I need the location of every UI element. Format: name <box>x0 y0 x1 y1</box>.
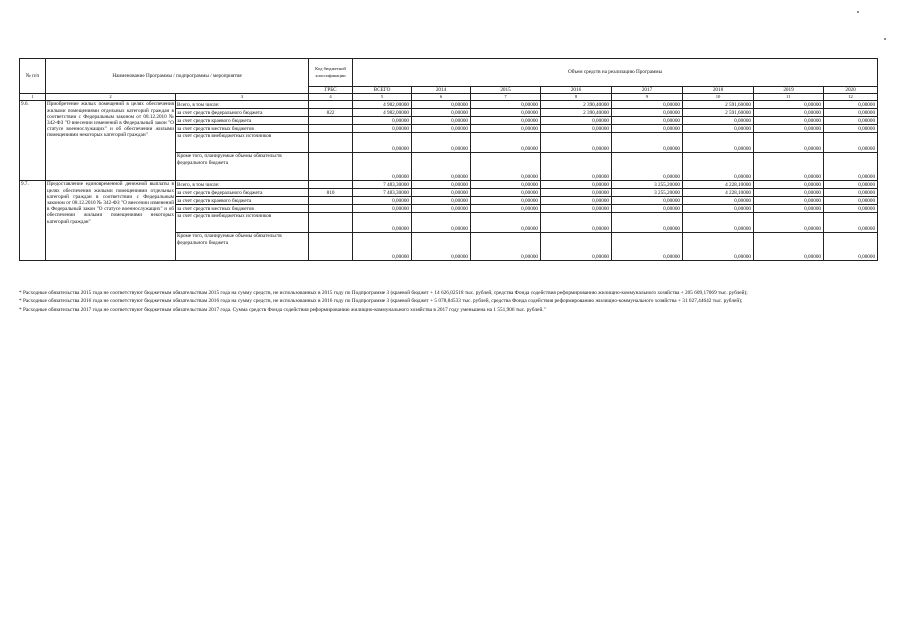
year-value: 0,00000 <box>471 233 541 261</box>
year-value: 0,00000 <box>824 189 878 197</box>
year-value: 2 591,60000 <box>683 109 754 117</box>
funding-source: Кроме того, планируемые объемы обязательств федерального бюджета <box>176 233 309 261</box>
grbs-code: 822 <box>309 109 353 117</box>
year-value: 0,00000 <box>541 133 612 153</box>
year-value: 0,00000 <box>412 197 471 205</box>
year-value: 0,00000 <box>824 197 878 205</box>
footnote-2017: * Расходные обязательства 2017 года не соответствуют бюджетным обязательствам 2017 года. Сумма средств Фонда содействия реформированию жилищно-коммунального хозяйства в 2017 году уменьшена на 1 551,906 тыс. рублей." <box>19 306 546 313</box>
year-value: 0,00000 <box>471 213 541 233</box>
table-row <box>20 181 878 189</box>
year-value: 0,00000 <box>471 133 541 153</box>
year-value: 0,00000 <box>824 205 878 213</box>
year-value: 0,00000 <box>824 109 878 117</box>
total-value: 7 483,30000 <box>353 181 412 189</box>
year-value: 0,00000 <box>824 125 878 133</box>
grbs-code <box>309 133 353 153</box>
year-value: 0,00000 <box>683 133 754 153</box>
year-value: 2 591,60000 <box>683 101 754 109</box>
total-value: 0,00000 <box>353 233 412 261</box>
year-value: 0,00000 <box>471 197 541 205</box>
total-value: 0,00000 <box>353 213 412 233</box>
year-value: 0,00000 <box>412 133 471 153</box>
header-row <box>20 59 878 87</box>
year-value: 0,00000 <box>754 181 824 189</box>
year-value: 0,00000 <box>612 125 683 133</box>
grbs-code <box>309 153 353 181</box>
column-number-row <box>20 94 878 101</box>
funding-source: за счет средств краевого бюджета <box>176 197 309 205</box>
measure-name: Приобретение жилых помещений в целях обеспечения жилыми помещениями отдельных категорий граждан в соответствии с Федеральным законом от 08.12.2010 № 342-ФЗ "О внесении изменений в Федеральный закон "О статусе военнослужащих" и об обеспечении жилыми помещениями некоторых категорий граждан" <box>46 101 176 181</box>
grbs-code <box>309 233 353 261</box>
year-value: 0,00000 <box>471 205 541 213</box>
funding-source: за счет средств краевого бюджета <box>176 117 309 125</box>
column-number: 5 <box>353 94 412 101</box>
grbs-code <box>309 213 353 233</box>
year-value: 0,00000 <box>683 125 754 133</box>
year-value: 0,00000 <box>412 189 471 197</box>
grbs-code: 810 <box>309 189 353 197</box>
column-number: 11 <box>754 94 824 101</box>
total-value: 0,00000 <box>353 117 412 125</box>
funding-source: за счет средств внебюджетных источников <box>176 133 309 153</box>
funding-source: за счет средств федерального бюджета <box>176 109 309 117</box>
year-header: 2016 <box>541 87 612 94</box>
measure-name: Предоставление единовременной денежной выплаты в целях обеспечения жилыми помещениями отдельных категорий граждан в соответствии с Федеральным законом от 08.12.2010 № 342-ФЗ "О внесении изменений в Федеральный закон "О статусе военнослужащих" и об обеспечении жилыми помещениями некоторых категорий граждан" <box>46 181 176 261</box>
scan-speck <box>884 38 886 40</box>
total-value: 4 982,00000 <box>353 109 412 117</box>
grbs-code <box>309 197 353 205</box>
total-value: 0,00000 <box>353 197 412 205</box>
program-table <box>19 58 878 261</box>
year-value: 0,00000 <box>541 117 612 125</box>
grbs-code <box>309 117 353 125</box>
year-header: 2017 <box>612 87 683 94</box>
year-value: 0,00000 <box>471 109 541 117</box>
year-value: 0,00000 <box>541 153 612 181</box>
year-value: 0,00000 <box>541 233 612 261</box>
year-value: 0,00000 <box>754 197 824 205</box>
year-value: 0,00000 <box>612 117 683 125</box>
year-value: 3 255,20000 <box>612 181 683 189</box>
footnote-2015: * Расходные обязательства 2015 года не соответствуют бюджетным обязательствам 2015 года на сумму средств, не использованных в 2015 году по Подпрограмме 3 (краевой бюджет + 14 626,02518 тыс. рублей, средства Фонда содействия реформированию жилищно-коммунального хозяйства + 205 609,17069 тыс. рублей); <box>19 290 748 296</box>
col-no-header: № п/п <box>20 59 46 94</box>
year-value: 0,00000 <box>612 101 683 109</box>
year-value: 0,00000 <box>683 205 754 213</box>
year-value: 0,00000 <box>412 213 471 233</box>
col-name-header: Наименование Программы / подпрограммы / мероприятия <box>46 59 309 94</box>
year-value: 0,00000 <box>683 197 754 205</box>
year-value: 0,00000 <box>683 153 754 181</box>
year-value: 0,00000 <box>612 153 683 181</box>
year-value: 0,00000 <box>754 117 824 125</box>
column-number: 9 <box>612 94 683 101</box>
year-value: 2 390,40000 <box>541 101 612 109</box>
year-value: 0,00000 <box>412 109 471 117</box>
year-value: 2 390,40000 <box>541 109 612 117</box>
year-value: 0,00000 <box>754 189 824 197</box>
year-value: 3 255,20000 <box>612 189 683 197</box>
year-value: 0,00000 <box>754 233 824 261</box>
year-value: 0,00000 <box>824 133 878 153</box>
row-number: 9.7. <box>20 181 46 261</box>
funding-source: Всего, в том числе: <box>176 181 309 189</box>
year-value: 0,00000 <box>541 125 612 133</box>
year-value: 0,00000 <box>754 125 824 133</box>
year-value: 0,00000 <box>683 213 754 233</box>
year-value: 0,00000 <box>412 153 471 181</box>
year-value: 0,00000 <box>541 189 612 197</box>
year-value: 0,00000 <box>541 213 612 233</box>
grbs-header: ГРБС <box>309 87 353 94</box>
grbs-code <box>309 205 353 213</box>
year-header: 2015 <box>471 87 541 94</box>
funding-source: Всего, в том числе: <box>176 101 309 109</box>
year-value: 0,00000 <box>754 205 824 213</box>
year-value: 0,00000 <box>754 153 824 181</box>
year-value: 0,00000 <box>824 117 878 125</box>
year-value: 4 228,10000 <box>683 189 754 197</box>
year-value: 0,00000 <box>754 213 824 233</box>
year-value: 0,00000 <box>824 181 878 189</box>
total-value: 0,00000 <box>353 125 412 133</box>
year-value: 0,00000 <box>683 117 754 125</box>
total-value: 0,00000 <box>353 205 412 213</box>
year-value: 0,00000 <box>683 233 754 261</box>
year-value: 0,00000 <box>471 101 541 109</box>
year-value: 0,00000 <box>471 153 541 181</box>
row-number: 9.6. <box>20 101 46 181</box>
year-value: 0,00000 <box>471 189 541 197</box>
total-value: 0,00000 <box>353 133 412 153</box>
grbs-code <box>309 181 353 189</box>
year-value: 0,00000 <box>541 205 612 213</box>
col-volume-header: Объем средств на реализацию Программы <box>353 59 878 87</box>
column-number: 2 <box>46 94 176 101</box>
total-header: ВСЕГО <box>353 87 412 94</box>
year-value: 0,00000 <box>612 213 683 233</box>
column-number: 6 <box>412 94 471 101</box>
year-value: 0,00000 <box>612 197 683 205</box>
year-value: 0,00000 <box>412 125 471 133</box>
column-number: 12 <box>824 94 878 101</box>
year-value: 0,00000 <box>612 133 683 153</box>
year-value: 0,00000 <box>471 181 541 189</box>
footnote-2016: * Расходные обязательства 2016 года не соответствуют бюджетным обязательствам 2016 года на сумму средств, не использованных в 2016 году по Подпрограмме 3 (краевой бюджет + 5 078,84533 тыс. рублей, средства Фонда содействия реформированию жилищно-коммунального хозяйства + 31 027,44642 тыс. рублей); <box>19 298 743 305</box>
total-value: 7 483,30000 <box>353 189 412 197</box>
footnotes <box>19 289 879 314</box>
column-number: 4 <box>309 94 353 101</box>
scan-speck <box>857 11 859 13</box>
total-value: 4 982,00000 <box>353 101 412 109</box>
grbs-code <box>309 125 353 133</box>
column-number: 7 <box>471 94 541 101</box>
year-header: 2020 <box>824 87 878 94</box>
year-value: 0,00000 <box>824 233 878 261</box>
year-value: 0,00000 <box>612 109 683 117</box>
table-row <box>20 101 878 109</box>
year-value: 0,00000 <box>754 101 824 109</box>
year-value: 0,00000 <box>471 117 541 125</box>
year-value: 4 228,10000 <box>683 181 754 189</box>
grbs-code <box>309 101 353 109</box>
year-value: 0,00000 <box>824 101 878 109</box>
total-value: 0,00000 <box>353 153 412 181</box>
funding-source: за счет средств внебюджетных источников <box>176 213 309 233</box>
column-number: 1 <box>20 94 46 101</box>
year-value: 0,00000 <box>412 117 471 125</box>
year-value: 0,00000 <box>412 205 471 213</box>
funding-source: за счет средств федерального бюджета <box>176 189 309 197</box>
funding-source: за счет средств местных бюджетов <box>176 205 309 213</box>
year-value: 0,00000 <box>541 197 612 205</box>
year-value: 0,00000 <box>412 101 471 109</box>
year-value: 0,00000 <box>541 181 612 189</box>
column-number: 3 <box>176 94 309 101</box>
year-value: 0,00000 <box>612 233 683 261</box>
year-value: 0,00000 <box>471 125 541 133</box>
year-value: 0,00000 <box>412 181 471 189</box>
funding-source: за счет средств местных бюджетов <box>176 125 309 133</box>
year-value: 0,00000 <box>754 133 824 153</box>
year-header: 2018 <box>683 87 754 94</box>
year-header: 2014 <box>412 87 471 94</box>
year-value: 0,00000 <box>824 213 878 233</box>
year-value: 0,00000 <box>412 233 471 261</box>
column-number: 10 <box>683 94 754 101</box>
column-number: 8 <box>541 94 612 101</box>
year-value: 0,00000 <box>824 153 878 181</box>
col-code-header: Код бюджетной классификации <box>309 59 353 87</box>
year-header: 2019 <box>754 87 824 94</box>
funding-source: Кроме того, планируемые объемы обязательств федерального бюджета <box>176 153 309 181</box>
year-value: 0,00000 <box>754 109 824 117</box>
year-value: 0,00000 <box>612 205 683 213</box>
